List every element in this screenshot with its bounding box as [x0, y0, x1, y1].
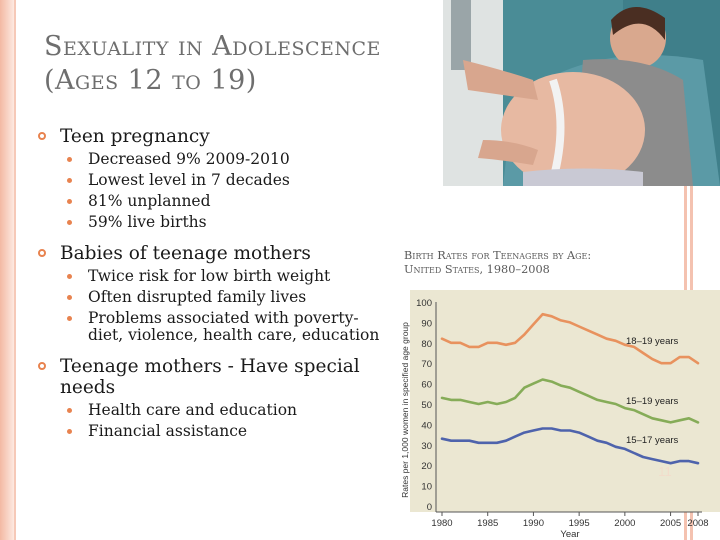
y-tick-label: 10	[421, 481, 432, 493]
slide-number: 11	[658, 464, 672, 479]
y-tick-label: 80	[421, 338, 432, 350]
sub-bullet	[38, 151, 383, 168]
y-tick-label: 0	[426, 502, 432, 513]
sub-bullet-text: Twice risk for low birth weight	[88, 267, 331, 285]
y-tick-label: 20	[421, 461, 432, 473]
sub-bullet-text: 81% unplanned	[88, 192, 211, 210]
sub-bullet-icon	[67, 408, 72, 413]
bullet-icon	[38, 362, 46, 370]
slide-title	[44, 30, 444, 98]
left-decor-band	[0, 0, 14, 540]
y-tick-label: 70	[421, 359, 432, 371]
x-tick-label: 2008	[687, 518, 709, 529]
sub-bullet-text: Often disrupted family lives	[88, 288, 307, 306]
x-tick-label: 1980	[431, 518, 453, 529]
sub-bullet-text: Financial assistance	[88, 422, 248, 440]
x-tick-label: 2005	[660, 518, 682, 529]
sub-bullet-icon	[67, 157, 72, 162]
bullet-icon	[38, 132, 46, 140]
chart-title-line-2: United States, 1980–2008	[404, 263, 550, 276]
sub-bullet	[38, 310, 383, 344]
x-tick-label: 1990	[522, 518, 544, 529]
bullet-icon	[38, 249, 46, 257]
bullet-label: Teenage mothers - Have special needs	[60, 356, 360, 398]
sub-bullet	[38, 402, 383, 419]
sub-bullet-icon	[67, 316, 72, 321]
bullet-label: Teen pregnancy	[60, 126, 210, 147]
x-axis-label: Year	[560, 529, 580, 540]
slide-title-line-1: Sexuality in Adolescence	[44, 31, 381, 62]
pregnant-patient-photo	[443, 0, 720, 186]
sub-bullet	[38, 423, 383, 440]
y-tick-label: 60	[421, 379, 432, 391]
sub-bullet	[38, 172, 383, 189]
bullet-teenage-mothers-needs	[38, 356, 383, 398]
birth-rate-chart	[390, 286, 720, 540]
sub-bullet	[38, 193, 383, 210]
sub-bullet-icon	[67, 429, 72, 434]
y-tick-label: 30	[421, 440, 432, 452]
chart-title-line-1: Birth Rates for Teenagers by Age:	[404, 249, 592, 262]
bullet-babies-of-teenage-mothers	[38, 243, 383, 264]
bullet-teen-pregnancy	[38, 126, 383, 147]
sub-bullet-text: Decreased 9% 2009-2010	[88, 150, 290, 168]
sub-bullet-icon	[67, 295, 72, 300]
sub-bullet-icon	[67, 178, 72, 183]
sub-bullet	[38, 289, 383, 306]
x-tick-label: 2000	[614, 518, 636, 529]
sub-bullet-icon	[67, 220, 72, 225]
x-tick-label: 1995	[568, 518, 590, 529]
y-tick-label: 100	[416, 298, 432, 309]
series-label-3: 15–17 years	[626, 435, 679, 446]
series-label-2: 15–19 years	[626, 396, 679, 407]
left-decor-line	[14, 0, 16, 540]
sub-bullet-text: Health care and education	[88, 401, 298, 419]
sub-bullet-text: Lowest level in 7 decades	[88, 171, 290, 189]
sub-bullet	[38, 268, 383, 285]
sub-bullet	[38, 214, 383, 231]
bullet-list	[38, 126, 383, 440]
bullet-label: Babies of teenage mothers	[60, 243, 311, 264]
y-axis-label: Rates per 1,000 women in specified age group	[400, 322, 410, 498]
y-tick-label: 90	[421, 318, 432, 330]
y-tick-label: 40	[421, 420, 432, 432]
x-tick-label: 1985	[477, 518, 499, 529]
slide-title-line-2: (Ages 12 to 19)	[44, 65, 257, 96]
sub-bullet-text: 59% live births	[88, 213, 207, 231]
sub-bullet-text: Problems associated with poverty- diet, violence, health care, education	[88, 309, 380, 344]
sub-bullet-icon	[67, 199, 72, 204]
y-tick-label: 50	[421, 400, 432, 411]
sub-bullet-icon	[67, 274, 72, 279]
series-label-1: 18–19 years	[626, 336, 679, 347]
chart-title	[404, 249, 684, 277]
